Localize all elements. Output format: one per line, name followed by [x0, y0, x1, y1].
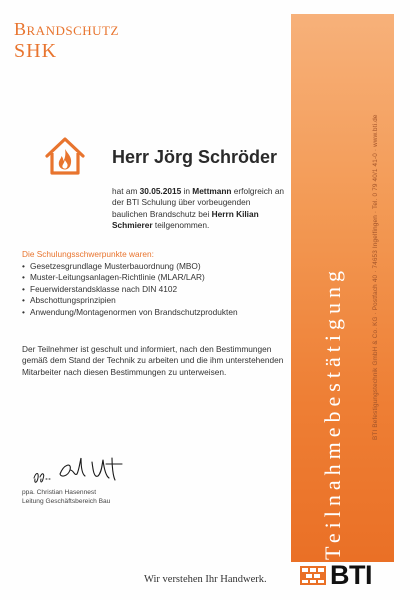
side-address: BTI Befestigungstechnik GmbH & Co. KG · Postfach 40 · 74653 Ingelfingen · Tel. 0 79 40/1 41-0 · www.bti.de [372, 114, 379, 440]
focus-list [22, 261, 287, 318]
body-text-part: in [181, 186, 193, 196]
training-date: 30.05.2015 [139, 186, 182, 196]
focus-item: • Anwendung/Montagenormen von Brandschutzprodukten [22, 307, 287, 318]
focus-item: • Gesetzesgrundlage Musterbauordnung (MBO) [22, 261, 287, 272]
focus-heading: Die Schulungsschwerpunkte waren: [22, 249, 154, 259]
side-title: Teilnahmebestätigung [320, 266, 345, 560]
bti-logo-text: BTI [330, 560, 372, 590]
qualification-statement: Der Teilnehmer ist geschult und informiert, nach den Bestimmungen gemäß dem Stand der Technik zu arbeiten und die ihm unterstehenden Mitarbeiter nach diesen Bestimmungen zu unterweisen. [22, 344, 284, 377]
focus-item: • Feuerwiderstandsklasse nach DIN 4102 [22, 284, 287, 295]
recipient-name: Herr Jörg Schröder [112, 147, 278, 167]
signatory-role: Leitung Geschäftsbereich Bau [22, 497, 111, 505]
signatory-name: ppa. Christian Hasennest [22, 489, 97, 496]
company-slogan: Wir verstehen Ihr Handwerk. [144, 574, 267, 585]
training-city: Mettmann [192, 186, 232, 196]
signatory-block [22, 489, 110, 506]
focus-item: • Abschottungsprinzipien [22, 295, 287, 306]
house-flame-icon [44, 135, 86, 177]
body-text-part: erfolgreich an der BTI Schulung über vorbeugenden baulichen Brandschutz bei [112, 186, 285, 219]
trainer-name: Herrn Kilian Schmierer [112, 208, 259, 231]
brand-title-line2: SHK [14, 40, 58, 62]
brand-title-line1: Brandschutz [14, 19, 119, 39]
brand-title [14, 18, 119, 62]
focus-item: • Muster-Leitungsanlagen-Richtlinie (MLAR/LAR) [22, 272, 287, 283]
body-text-part: hat am [112, 186, 140, 196]
handwritten-signature [30, 452, 135, 490]
participation-text [112, 186, 287, 232]
body-text-part: teilgenommen. [152, 220, 210, 231]
